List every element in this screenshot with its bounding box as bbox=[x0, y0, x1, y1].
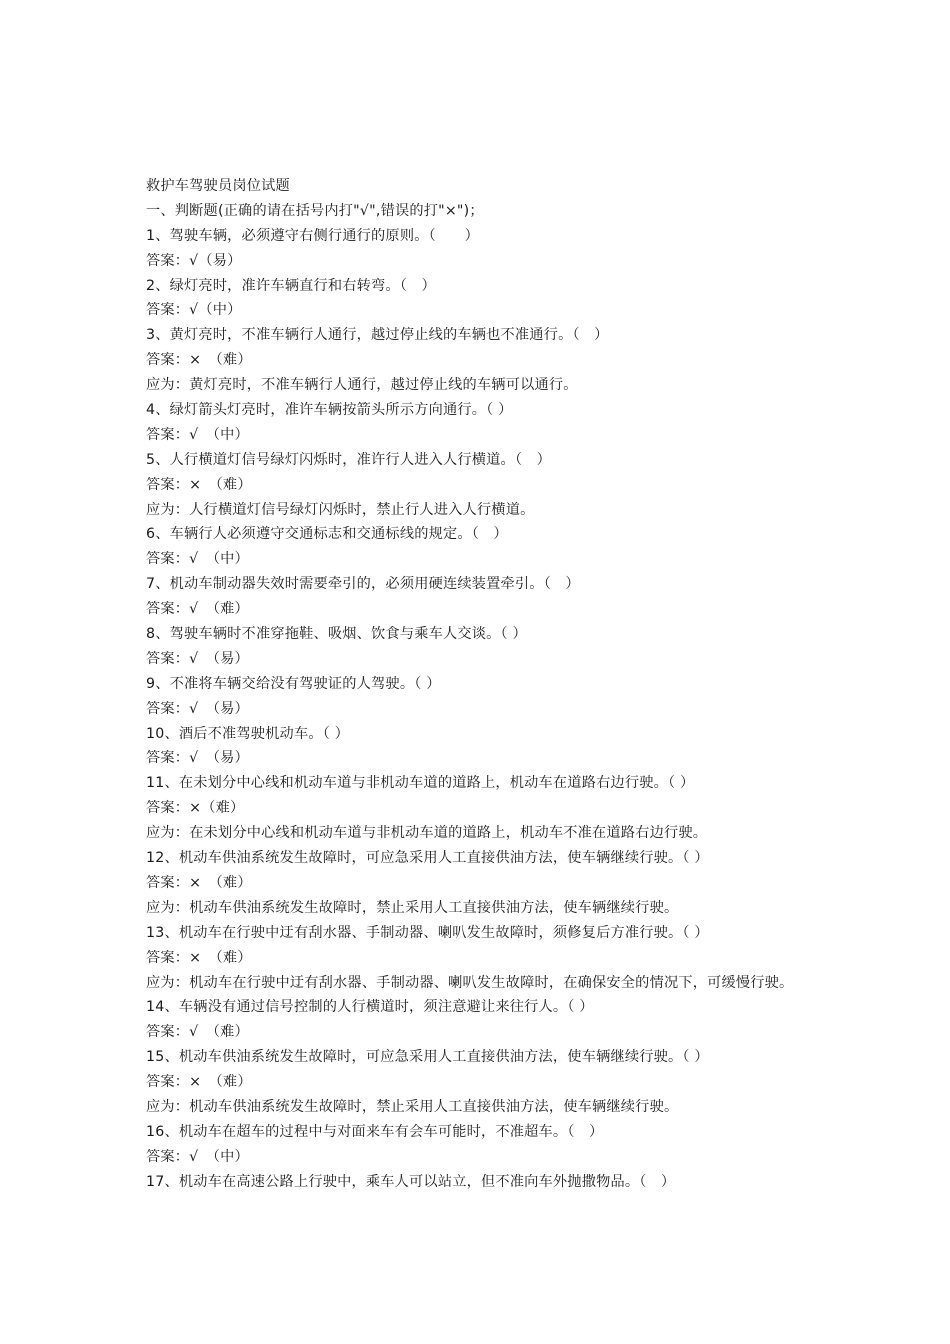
text-line: 答案：× （难） bbox=[146, 352, 252, 369]
document-title: 救护车驾驶员岗位试题 bbox=[146, 178, 290, 194]
wrapped-text-line: 应为：机动车在行驶中迂有刮水器、手制动器、喇叭发生故障时，在确保安全的情况下，可缓慢行驶。 bbox=[146, 974, 794, 991]
text-line: 5、人行横道灯信号绿灯闪烁时，准许行人进入人行横道。（ ） bbox=[146, 451, 551, 468]
text-line: 答案：√ （易） bbox=[146, 650, 249, 667]
text-line: 答案：× （难） bbox=[146, 1074, 252, 1091]
text-line: 4、绿灯箭头灯亮时，准许车辆按箭头所示方向通行。（ ） bbox=[146, 402, 513, 419]
text-line: 应为：机动车供油系统发生故障时，禁止采用人工直接供油方法，使车辆继续行驶。 bbox=[146, 1098, 679, 1115]
text-line: 答案：√ （中） bbox=[146, 1148, 249, 1165]
text-line: 13、机动车在行驶中迂有刮水器、手制动器、喇叭发生故障时，须修复后方准行驶。（ ） bbox=[146, 924, 709, 941]
text-line: 答案：× （难） bbox=[146, 476, 252, 493]
document-page bbox=[146, 174, 806, 1195]
text-line: 8、驾驶车辆时不准穿拖鞋、吸烟、饮食与乘车人交谈。（ ） bbox=[146, 626, 527, 643]
text-line: 7、机动车制动器失效时需要牵引的，必须用硬连续装置牵引。（ ） bbox=[146, 576, 580, 593]
text-line: 答案：√ （中） bbox=[146, 426, 249, 443]
text-line: 答案：√（易） bbox=[146, 252, 242, 269]
text-line: 9、不准将车辆交给没有驾驶证的人驾驶。（ ） bbox=[146, 675, 441, 692]
text-line: 1、驾驶车辆，必须遵守右侧行通行的原则。（ ） bbox=[146, 227, 480, 244]
text-line: 应为：黄灯亮时，不准车辆行人通行，越过停止线的车辆可以通行。 bbox=[146, 377, 578, 394]
text-line: 答案：√（中） bbox=[146, 302, 242, 319]
text-line: 15、机动车供油系统发生故障时，可应急采用人工直接供油方法，使车辆继续行驶。（ ） bbox=[146, 1049, 709, 1066]
text-line: 16、机动车在超车的过程中与对面来车有会车可能时，不准超车。（ ） bbox=[146, 1123, 604, 1140]
text-line: 11、在未划分中心线和机动车道与非机动车道的道路上，机动车在道路右边行驶。（ ） bbox=[146, 775, 695, 792]
text-line: 6、车辆行人必须遵守交通标志和交通标线的规定。（ ） bbox=[146, 526, 508, 543]
text-line: 2、绿灯亮时，准许车辆直行和右转弯。（ ） bbox=[146, 277, 436, 294]
text-line: 答案：×（难） bbox=[146, 800, 245, 817]
text-line: 答案：× （难） bbox=[146, 874, 252, 891]
text-line: 答案：× （难） bbox=[146, 949, 252, 966]
text-line: 答案：√ （难） bbox=[146, 1024, 249, 1041]
text-line: 答案：√ （中） bbox=[146, 551, 249, 568]
text-line: 答案：√ （难） bbox=[146, 601, 249, 618]
text-line: 14、车辆没有通过信号控制的人行横道时，须注意避让来往行人。（ ） bbox=[146, 999, 594, 1016]
text-line: 应为：在未划分中心线和机动车道与非机动车道的道路上，机动车不准在道路右边行驶。 bbox=[146, 825, 708, 842]
section-heading: 一、判断题(正确的请在括号内打"√",错误的打"×")； bbox=[146, 202, 484, 219]
text-line: 应为：人行横道灯信号绿灯闪烁时，禁止行人进入人行横道。 bbox=[146, 501, 535, 518]
text-line: 应为：机动车供油系统发生故障时，禁止采用人工直接供油方法，使车辆继续行驶。 bbox=[146, 899, 679, 916]
text-line: 12、机动车供油系统发生故障时，可应急采用人工直接供油方法，使车辆继续行驶。（ ） bbox=[146, 850, 709, 867]
text-line: 3、黄灯亮时，不准车辆行人通行，越过停止线的车辆也不准通行。（ ） bbox=[146, 327, 609, 344]
text-line: 17、机动车在高速公路上行驶中，乘车人可以站立，但不准向车外抛撒物品。（ ） bbox=[146, 1173, 676, 1190]
text-line: 答案：√ （易） bbox=[146, 750, 249, 767]
question-list bbox=[146, 224, 806, 1195]
text-line: 答案：√ （易） bbox=[146, 700, 249, 717]
text-line: 10、酒后不准驾驶机动车。（ ） bbox=[146, 725, 350, 742]
